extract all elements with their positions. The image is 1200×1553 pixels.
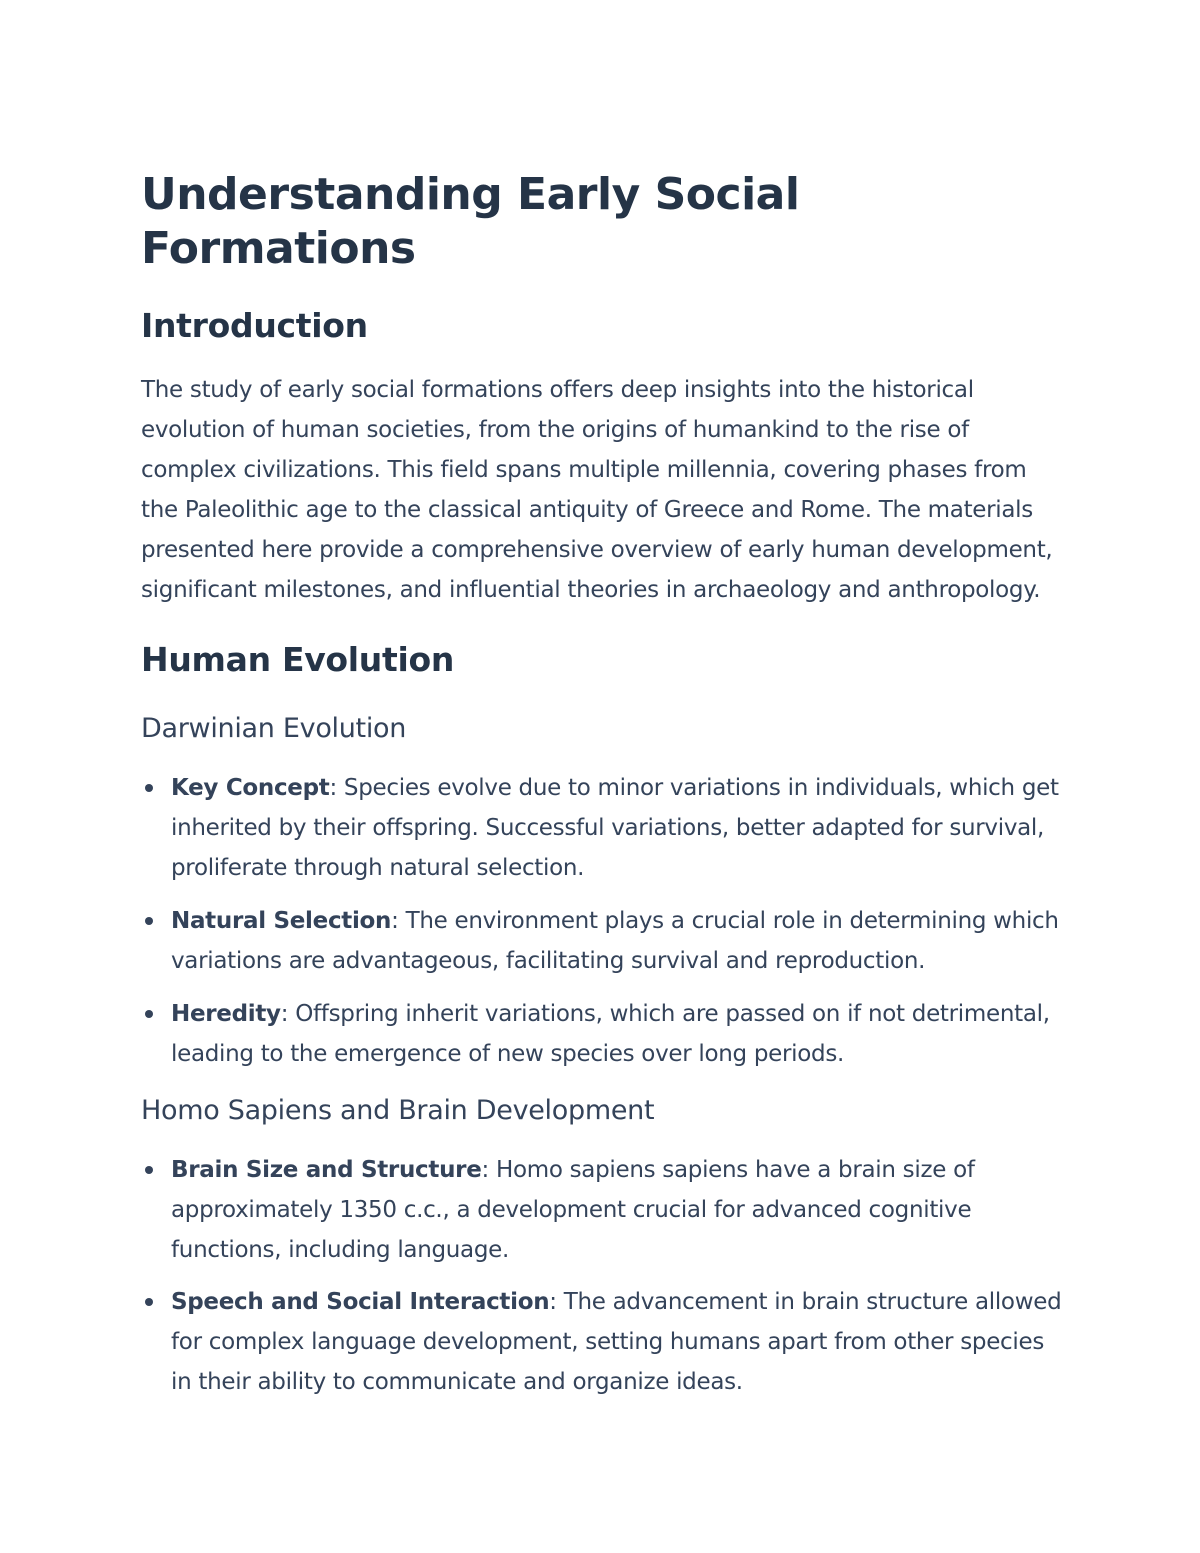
list-item <box>141 901 1066 981</box>
bullet-icon <box>145 1298 153 1306</box>
bullet-icon <box>145 1010 153 1018</box>
list-item <box>141 768 1066 888</box>
document-title: Understanding Early Social Formations <box>141 169 800 274</box>
list-item-text: : Offspring inherit variations, which are passed on if not detrimental, leading to the emergence of new species over long periods. <box>171 1001 1050 1067</box>
list-item <box>141 1150 1066 1270</box>
list-item <box>141 1282 1066 1402</box>
list-item-term: Heredity <box>171 1001 281 1027</box>
document-page <box>141 168 1066 1402</box>
list-item-text: : The advancement in brain structure allowed for complex language development, setting humans apart from other species in their ability to communicate and organize ideas. <box>171 1289 1062 1395</box>
introduction-paragraph: The study of early social formations offers deep insights into the historical evolution of human societies, from the origins of humankind to the rise of complex civilizations. This field spans multiple millennia, covering phases from the Paleolithic age to the classical antiquity of Greece and Rome. The materials presented here provide a comprehensive overview of early human development, significant milestones, and influential theories in archaeology and anthropology. <box>141 377 1053 603</box>
bullet-icon <box>145 1166 153 1174</box>
homo-sapiens-list <box>141 1150 1066 1402</box>
bullet-icon <box>145 917 153 925</box>
list-item-term: Brain Size and Structure <box>171 1157 482 1183</box>
list-item <box>141 994 1066 1074</box>
darwinian-evolution-list <box>141 768 1066 1074</box>
list-item-term: Natural Selection <box>171 908 392 934</box>
section-heading-human-evolution: Human Evolution <box>141 640 455 679</box>
bullet-icon <box>145 784 153 792</box>
list-item-text: : The environment plays a crucial role in determining which variations are advantageous, facilitating survival and reproduction. <box>171 908 1059 974</box>
list-item-text: : Homo sapiens sapiens have a brain size of approximately 1350 c.c., a development crucial for advanced cognitive functions, including language. <box>171 1157 975 1263</box>
subsection-heading-homo-sapiens: Homo Sapiens and Brain Development <box>141 1095 655 1126</box>
section-heading-introduction: Introduction <box>141 306 368 345</box>
list-item-text: : Species evolve due to minor variations in individuals, which get inherited by their offspring. Successful variations, better adapted for survival, proliferate through natural selection. <box>171 775 1059 881</box>
list-item-term: Speech and Social Interaction <box>171 1289 550 1315</box>
list-item-term: Key Concept <box>171 775 330 801</box>
subsection-heading-darwinian-evolution: Darwinian Evolution <box>141 713 407 744</box>
